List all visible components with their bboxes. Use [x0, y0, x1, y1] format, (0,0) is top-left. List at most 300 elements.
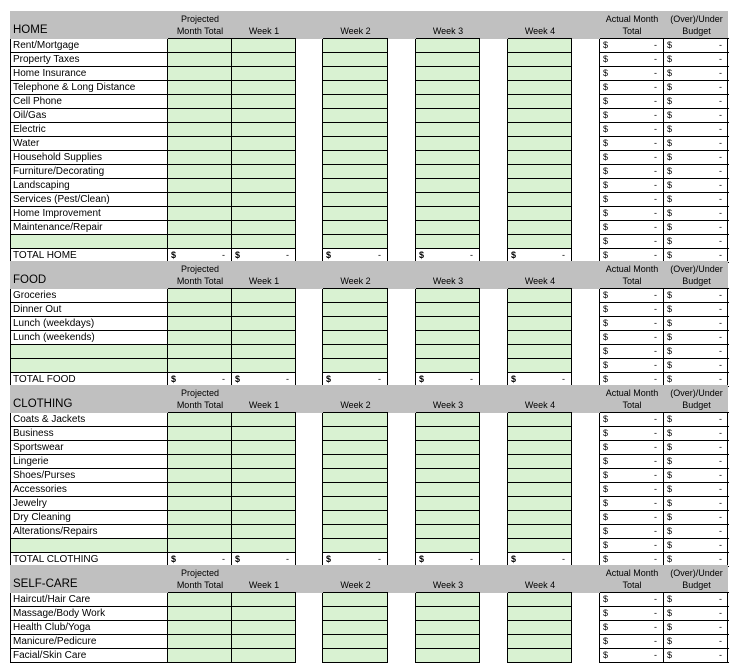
currency-symbol: $	[511, 374, 517, 384]
grid-line	[508, 94, 572, 95]
input-column-w1[interactable]	[232, 593, 296, 663]
grid-line	[508, 150, 572, 151]
amount-value: -	[654, 374, 657, 384]
grid-line	[232, 150, 296, 151]
currency-cell	[601, 510, 663, 524]
grid-line	[479, 593, 480, 663]
currency-symbol: $	[603, 110, 609, 120]
currency-symbol: $	[603, 636, 609, 646]
currency-symbol: $	[603, 82, 609, 92]
currency-cell	[665, 302, 728, 316]
expense-row-label: Home Improvement	[11, 207, 167, 221]
grid-line	[323, 316, 388, 317]
grid-line	[323, 330, 388, 331]
amount-value: -	[654, 360, 657, 370]
amount-value: -	[719, 250, 722, 260]
grid-line	[571, 593, 572, 663]
grid-line	[232, 206, 296, 207]
amount-value: -	[719, 650, 722, 660]
grid-line	[232, 358, 296, 359]
column-header-w4: Week 4	[524, 400, 556, 410]
grid-line	[322, 413, 323, 567]
section-title: CLOTHING	[13, 398, 73, 410]
amount-value: -	[470, 554, 473, 564]
grid-line	[232, 482, 296, 483]
grid-line	[168, 440, 232, 441]
currency-symbol: $	[419, 554, 425, 564]
column-header-w4: Week 4	[524, 26, 556, 36]
grid-line	[508, 482, 572, 483]
input-column-proj[interactable]	[168, 39, 232, 249]
currency-symbol: $	[667, 540, 673, 550]
grid-line	[168, 482, 232, 483]
input-column-w1[interactable]	[232, 413, 296, 553]
currency-cell	[601, 38, 663, 52]
grid-line	[416, 538, 480, 539]
currency-symbol: $	[603, 290, 609, 300]
currency-symbol: $	[171, 374, 177, 384]
amount-value: -	[562, 250, 565, 260]
total-cell	[417, 552, 479, 566]
currency-symbol: $	[667, 484, 673, 494]
grid-line	[323, 482, 388, 483]
currency-cell	[601, 344, 663, 358]
currency-cell	[601, 80, 663, 94]
currency-symbol: $	[603, 54, 609, 64]
currency-symbol: $	[603, 428, 609, 438]
currency-cell	[665, 234, 728, 248]
total-cell	[509, 372, 571, 386]
grid-line	[168, 648, 232, 649]
grid-line	[508, 52, 572, 53]
amount-value: -	[654, 346, 657, 356]
currency-cell	[665, 94, 728, 108]
currency-cell	[665, 52, 728, 66]
grid-line	[232, 634, 296, 635]
grid-line	[323, 94, 388, 95]
grid-line	[387, 413, 388, 567]
amount-value: -	[719, 110, 722, 120]
currency-symbol: $	[235, 250, 241, 260]
amount-value: -	[378, 554, 381, 564]
grid-line	[416, 620, 480, 621]
grid-line	[479, 289, 480, 387]
grid-line	[168, 606, 232, 607]
grid-line	[416, 412, 480, 413]
currency-cell	[665, 412, 728, 426]
input-column-w1[interactable]	[232, 39, 296, 249]
amount-value: -	[654, 110, 657, 120]
amount-value: -	[654, 82, 657, 92]
column-header-w2: Week 2	[340, 400, 371, 410]
grid-line	[231, 413, 232, 567]
amount-value: -	[719, 138, 722, 148]
currency-cell	[601, 66, 663, 80]
grid-line	[416, 52, 480, 53]
input-column-w2[interactable]	[323, 593, 388, 663]
currency-symbol: $	[667, 470, 673, 480]
grid-line	[232, 316, 296, 317]
grid-line	[168, 454, 232, 455]
amount-value: -	[654, 318, 657, 328]
grid-line	[416, 482, 480, 483]
currency-symbol: $	[667, 456, 673, 466]
grid-line	[232, 468, 296, 469]
grid-line	[508, 316, 572, 317]
amount-value: -	[286, 554, 289, 564]
grid-line	[168, 206, 232, 207]
amount-value: -	[654, 650, 657, 660]
expense-row-label: Home Insurance	[11, 67, 167, 81]
grid-line	[232, 662, 296, 663]
currency-symbol: $	[603, 374, 609, 384]
total-cell	[169, 372, 231, 386]
grid-line	[168, 288, 232, 289]
amount-value: -	[719, 68, 722, 78]
grid-line	[231, 289, 232, 387]
grid-line	[508, 538, 572, 539]
grid-line	[508, 412, 572, 413]
input-column-w3[interactable]	[416, 593, 480, 663]
grid-line	[416, 524, 480, 525]
amount-value: -	[222, 554, 225, 564]
grid-line	[232, 524, 296, 525]
grid-line	[599, 593, 600, 663]
amount-value: -	[719, 470, 722, 480]
currency-symbol: $	[667, 152, 673, 162]
amount-value: -	[719, 40, 722, 50]
currency-symbol: $	[603, 622, 609, 632]
amount-value: -	[719, 608, 722, 618]
grid-line	[232, 192, 296, 193]
currency-cell	[665, 80, 728, 94]
expense-row-label: Lingerie	[11, 455, 167, 469]
expense-row-label: Manicure/Pedicure	[11, 635, 167, 649]
amount-value: -	[719, 208, 722, 218]
grid-line	[323, 510, 388, 511]
grid-line	[571, 413, 572, 567]
grid-line	[600, 662, 664, 663]
expense-row-label: Groceries	[11, 289, 167, 303]
total-row-label: TOTAL CLOTHING	[11, 553, 167, 567]
amount-value: -	[719, 346, 722, 356]
currency-symbol: $	[667, 498, 673, 508]
grid-line	[232, 426, 296, 427]
grid-line	[416, 178, 480, 179]
grid-line	[323, 454, 388, 455]
currency-symbol: $	[667, 180, 673, 190]
input-column-proj[interactable]	[168, 593, 232, 663]
currency-symbol: $	[667, 318, 673, 328]
grid-line	[232, 620, 296, 621]
currency-symbol: $	[603, 540, 609, 550]
input-column-w4[interactable]	[508, 593, 572, 663]
expense-row-label: Rent/Mortgage	[11, 39, 167, 53]
grid-line	[508, 606, 572, 607]
amount-value: -	[719, 194, 722, 204]
input-column-w3[interactable]	[416, 413, 480, 553]
grid-line	[323, 538, 388, 539]
grid-line	[168, 634, 232, 635]
currency-symbol: $	[603, 346, 609, 356]
input-column-proj[interactable]	[168, 413, 232, 553]
currency-symbol: $	[603, 318, 609, 328]
amount-value: -	[654, 96, 657, 106]
currency-symbol: $	[603, 512, 609, 522]
currency-symbol: $	[511, 250, 517, 260]
amount-value: -	[654, 442, 657, 452]
currency-cell	[665, 178, 728, 192]
grid-line	[323, 52, 388, 53]
grid-line	[232, 94, 296, 95]
expense-row-label: Cell Phone	[11, 95, 167, 109]
currency-symbol: $	[603, 608, 609, 618]
grid-line	[168, 136, 232, 137]
grid-line	[599, 289, 600, 387]
currency-cell	[601, 412, 663, 426]
column-header-act: Actual Month Total	[605, 264, 659, 286]
column-header-w2: Week 2	[340, 580, 371, 590]
amount-value: -	[719, 512, 722, 522]
amount-value: -	[719, 456, 722, 466]
grid-line	[416, 80, 480, 81]
grid-line	[167, 413, 168, 567]
amount-value: -	[719, 540, 722, 550]
grid-line	[416, 440, 480, 441]
grid-line	[507, 413, 508, 567]
amount-value: -	[719, 442, 722, 452]
grid-line	[323, 122, 388, 123]
grid-line	[508, 510, 572, 511]
expense-row-label: Accessories	[11, 483, 167, 497]
grid-line	[232, 606, 296, 607]
grid-line	[416, 510, 480, 511]
amount-value: -	[719, 54, 722, 64]
amount-value: -	[654, 236, 657, 246]
input-column-w4[interactable]	[508, 413, 572, 553]
expense-row-label: Landscaping	[11, 179, 167, 193]
grid-line	[599, 413, 600, 567]
expense-row-label: Facial/Skin Care	[11, 649, 167, 663]
amount-value: -	[719, 222, 722, 232]
grid-line	[231, 39, 232, 263]
column-header-proj: Projected Month Total	[176, 568, 224, 590]
expense-row-label: Maintenance/Repair	[11, 221, 167, 235]
grid-line	[416, 288, 480, 289]
grid-line	[663, 289, 664, 387]
grid-line	[416, 234, 480, 235]
grid-line	[416, 66, 480, 67]
grid-line	[323, 606, 388, 607]
currency-symbol: $	[326, 250, 332, 260]
total-cell	[233, 248, 295, 262]
currency-cell	[601, 648, 663, 662]
grid-line	[663, 413, 664, 567]
grid-line	[322, 289, 323, 387]
grid-line	[507, 39, 508, 263]
column-header-w2: Week 2	[340, 276, 371, 286]
grid-line	[232, 66, 296, 67]
expense-row-label	[11, 235, 167, 249]
amount-value: -	[654, 428, 657, 438]
currency-cell	[665, 206, 728, 220]
grid-line	[168, 38, 232, 39]
grid-line	[571, 289, 572, 387]
grid-line	[168, 164, 232, 165]
total-cell	[417, 372, 479, 386]
grid-line	[323, 468, 388, 469]
grid-line	[168, 220, 232, 221]
grid-line	[10, 39, 11, 263]
grid-line	[663, 39, 664, 263]
currency-symbol: $	[667, 304, 673, 314]
currency-symbol: $	[667, 512, 673, 522]
currency-cell	[601, 192, 663, 206]
grid-line	[323, 412, 388, 413]
currency-symbol: $	[603, 650, 609, 660]
currency-cell	[665, 454, 728, 468]
currency-symbol: $	[667, 82, 673, 92]
grid-line	[168, 108, 232, 109]
currency-symbol: $	[603, 554, 609, 564]
input-column-w2[interactable]	[323, 39, 388, 249]
grid-line	[295, 593, 296, 663]
amount-value: -	[654, 152, 657, 162]
expense-row-label: Dinner Out	[11, 303, 167, 317]
input-column-w4[interactable]	[508, 39, 572, 249]
column-header-w2: Week 2	[340, 26, 371, 36]
currency-symbol: $	[603, 250, 609, 260]
grid-line	[232, 412, 296, 413]
grid-line	[232, 122, 296, 123]
currency-symbol: $	[603, 180, 609, 190]
currency-cell	[601, 440, 663, 454]
column-header-act: Actual Month Total	[605, 568, 659, 590]
grid-line	[508, 288, 572, 289]
amount-value: -	[654, 222, 657, 232]
currency-symbol: $	[603, 138, 609, 148]
expense-row-label	[11, 539, 167, 553]
expense-row-label: Haircut/Hair Care	[11, 593, 167, 607]
currency-cell	[665, 136, 728, 150]
grid-line	[508, 178, 572, 179]
currency-symbol: $	[603, 68, 609, 78]
expense-row-label: Services (Pest/Clean)	[11, 193, 167, 207]
currency-cell	[601, 302, 663, 316]
currency-cell	[665, 620, 728, 634]
currency-cell	[665, 164, 728, 178]
amount-value: -	[654, 54, 657, 64]
column-header-w4: Week 4	[524, 276, 556, 286]
expense-row-label: Health Club/Yoga	[11, 621, 167, 635]
grid-line	[416, 220, 480, 221]
currency-symbol: $	[603, 166, 609, 176]
amount-value: -	[719, 414, 722, 424]
currency-symbol: $	[235, 554, 241, 564]
grid-line	[508, 524, 572, 525]
currency-cell	[601, 634, 663, 648]
amount-value: -	[562, 374, 565, 384]
currency-symbol: $	[603, 414, 609, 424]
grid-line	[416, 122, 480, 123]
total-cell	[233, 372, 295, 386]
grid-line	[416, 330, 480, 331]
currency-symbol: $	[667, 138, 673, 148]
grid-line	[168, 302, 232, 303]
amount-value: -	[719, 554, 722, 564]
column-header-w3: Week 3	[432, 400, 464, 410]
expense-row-label: Shoes/Purses	[11, 469, 167, 483]
amount-value: -	[654, 414, 657, 424]
grid-line	[507, 289, 508, 387]
currency-cell	[665, 524, 728, 538]
currency-cell	[601, 52, 663, 66]
grid-line	[387, 593, 388, 663]
total-cell	[509, 552, 571, 566]
currency-symbol: $	[235, 374, 241, 384]
currency-cell	[601, 220, 663, 234]
total-cell	[324, 248, 387, 262]
grid-line	[168, 496, 232, 497]
currency-cell	[665, 358, 728, 372]
section-title: FOOD	[13, 274, 47, 286]
grid-line	[323, 288, 388, 289]
input-column-w3[interactable]	[416, 39, 480, 249]
currency-cell	[665, 344, 728, 358]
grid-line	[508, 358, 572, 359]
amount-value: -	[654, 622, 657, 632]
currency-symbol: $	[667, 650, 673, 660]
currency-symbol: $	[603, 194, 609, 204]
grid-line	[232, 592, 296, 593]
currency-symbol: $	[603, 442, 609, 452]
grid-line	[168, 538, 232, 539]
grid-line	[508, 192, 572, 193]
amount-value: -	[378, 250, 381, 260]
amount-value: -	[719, 318, 722, 328]
column-header-w1: Week 1	[248, 276, 280, 286]
grid-line	[508, 344, 572, 345]
column-header-ou: (Over)/Under Budget	[670, 388, 723, 410]
grid-line	[323, 662, 388, 663]
amount-value: -	[654, 484, 657, 494]
grid-line	[416, 634, 480, 635]
expense-row-label: Electric	[11, 123, 167, 137]
currency-cell	[601, 552, 663, 566]
grid-line	[323, 192, 388, 193]
currency-cell	[601, 372, 663, 386]
currency-cell	[665, 192, 728, 206]
input-column-w2[interactable]	[323, 413, 388, 553]
grid-line	[416, 108, 480, 109]
currency-symbol: $	[667, 40, 673, 50]
grid-line	[232, 136, 296, 137]
currency-symbol: $	[667, 166, 673, 176]
total-cell	[417, 248, 479, 262]
amount-value: -	[719, 594, 722, 604]
amount-value: -	[654, 526, 657, 536]
grid-line	[323, 302, 388, 303]
grid-line	[232, 164, 296, 165]
grid-line	[508, 164, 572, 165]
amount-value: -	[654, 194, 657, 204]
grid-line	[323, 80, 388, 81]
currency-symbol: $	[603, 594, 609, 604]
expense-row-label	[11, 359, 167, 373]
grid-line	[415, 413, 416, 567]
currency-symbol: $	[603, 236, 609, 246]
grid-line	[323, 234, 388, 235]
